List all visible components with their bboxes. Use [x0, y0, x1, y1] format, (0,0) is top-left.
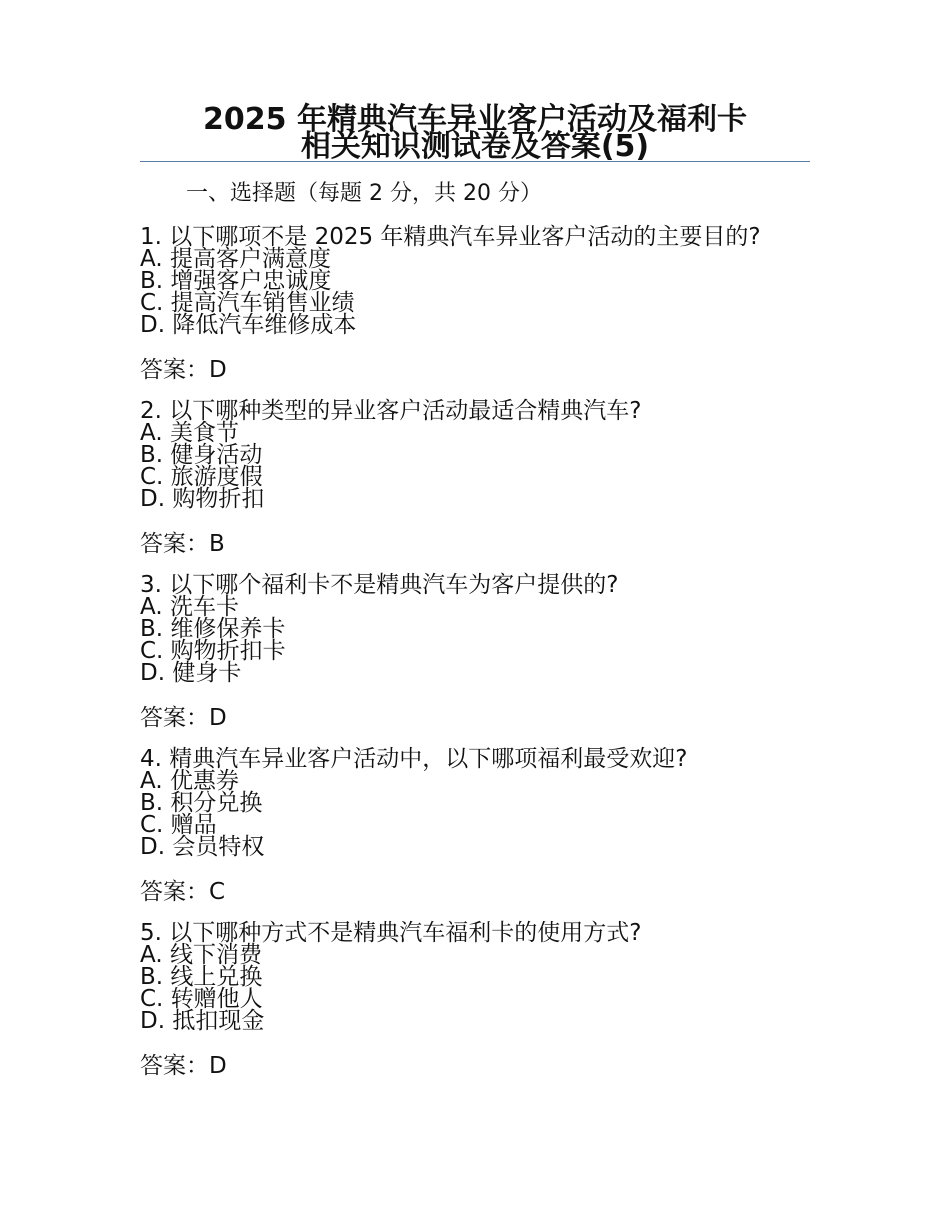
- option-c: C. 旅游度假: [140, 464, 263, 490]
- option-b: B. 维修保养卡: [140, 616, 286, 642]
- answer: 答案：C: [140, 879, 226, 905]
- answer: 答案：D: [140, 357, 227, 383]
- document-title: [140, 102, 810, 164]
- option-d: D. 健身卡: [140, 660, 242, 686]
- option-d: D. 购物折扣: [140, 486, 265, 512]
- title-divider: [140, 161, 810, 162]
- answer: 答案：B: [140, 531, 225, 557]
- option-b: B. 积分兑换: [140, 790, 263, 816]
- question-item: [140, 396, 860, 570]
- option-a: A. 提高客户满意度: [140, 246, 331, 272]
- option-c: C. 提高汽车销售业绩: [140, 290, 355, 316]
- answer: 答案：D: [140, 705, 227, 731]
- option-a: A. 美食节: [140, 420, 239, 446]
- option-b: B. 线上兑换: [140, 964, 263, 990]
- question-item: [140, 918, 860, 1092]
- option-c: C. 赠品: [140, 812, 217, 838]
- question-list: [140, 222, 860, 1092]
- title-line-1: 2025 年精典汽车异业客户活动及福利卡: [203, 102, 747, 137]
- option-b: B. 增强客户忠诚度: [140, 268, 332, 294]
- option-a: A. 洗车卡: [140, 594, 239, 620]
- option-c: C. 转赠他人: [140, 986, 263, 1012]
- question-text: 1. 以下哪项不是 2025 年精典汽车异业客户活动的主要目的?: [140, 224, 761, 250]
- question-item: [140, 744, 860, 918]
- answer: 答案：D: [140, 1053, 227, 1079]
- question-item: [140, 222, 860, 396]
- question-item: [140, 570, 860, 744]
- title-line-2: 相关知识测试卷及答案(5): [300, 129, 650, 164]
- section-heading: 一、选择题（每题 2 分，共 20 分）: [186, 181, 542, 206]
- question-text: 4. 精典汽车异业客户活动中，以下哪项福利最受欢迎?: [140, 746, 688, 772]
- option-a: A. 线下消费: [140, 942, 262, 968]
- question-text: 2. 以下哪种类型的异业客户活动最适合精典汽车?: [140, 398, 642, 424]
- question-text: 3. 以下哪个福利卡不是精典汽车为客户提供的?: [140, 572, 619, 598]
- option-a: A. 优惠券: [140, 768, 239, 794]
- option-b: B. 健身活动: [140, 442, 263, 468]
- question-text: 5. 以下哪种方式不是精典汽车福利卡的使用方式?: [140, 920, 642, 946]
- option-c: C. 购物折扣卡: [140, 638, 286, 664]
- option-d: D. 会员特权: [140, 834, 265, 860]
- option-d: D. 降低汽车维修成本: [140, 312, 357, 338]
- option-d: D. 抵扣现金: [140, 1008, 265, 1034]
